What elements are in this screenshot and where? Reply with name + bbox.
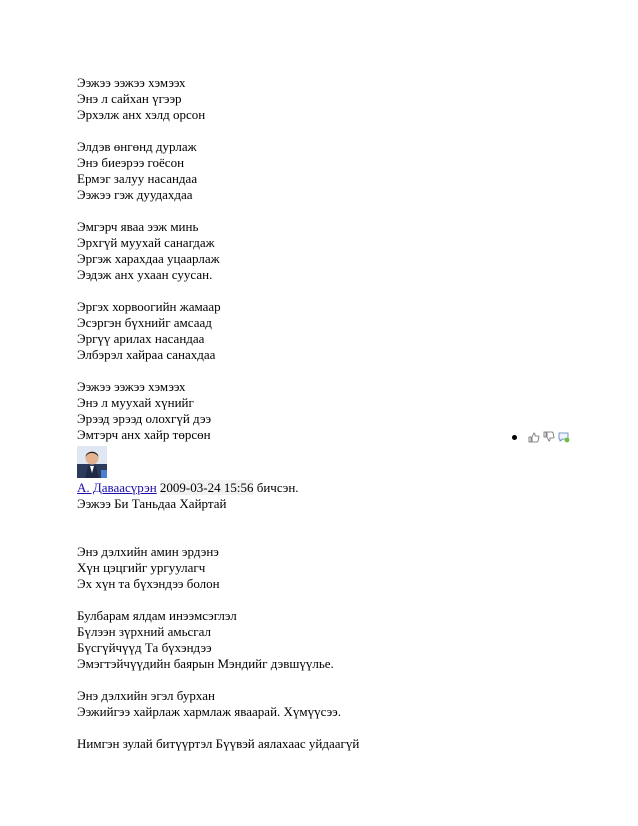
poem-line: Ермэг залуу насандаа [77, 171, 198, 186]
poem-line: Эрээд эрээд олохгүй дээ [77, 411, 212, 426]
comment-date: 2009-03-24 15:56 [159, 480, 254, 495]
poem-line: Эргэх хорвоогийн жамаар [77, 299, 221, 314]
poem [77, 75, 597, 459]
poem-stanza [77, 219, 597, 283]
poem-line: Ээжээ ээжээ хэмээх [77, 75, 186, 90]
poem-line: Эргэж харахдаа уцаарлаж [77, 251, 220, 266]
poem-stanza [77, 299, 597, 363]
poem-line: Эмгэрч яваа ээж минь [77, 219, 199, 234]
bullet-icon [512, 435, 517, 440]
author-link[interactable]: А. Даваасүрэн [77, 480, 157, 495]
thumbs-up-icon[interactable] [528, 431, 540, 443]
comment-line: Булбарам ялдам инээмсэглэл [77, 608, 237, 623]
comment-line: Бүсгүйчүүд Та бүхэндээ [77, 640, 212, 655]
poem-stanza [77, 139, 597, 203]
poem-line: Ээжээ ээжээ хэмээх [77, 379, 186, 394]
poem-stanza [77, 75, 597, 123]
comment-body [77, 544, 597, 752]
poem-line: Энэ л сайхан үгээр [77, 91, 182, 106]
reply-icon[interactable] [558, 431, 570, 443]
comment [77, 446, 597, 768]
comment-line: Хүн цэцгийг ургуулагч [77, 560, 206, 575]
comment-line: Эх хүн та бүхэндээ болон [77, 576, 220, 591]
poem-line: Элбэрэл хайраа санахдаа [77, 347, 216, 362]
comment-line: Ээжийгээ хайрлаж хармлаж яваарай. Хүмүүсээ. [77, 704, 341, 719]
thumbs-down-icon[interactable] [543, 431, 555, 443]
comment-stanza [77, 688, 597, 720]
comment-title: Ээжээ Би Таньдаа Хайртай [77, 496, 227, 511]
comment-meta [77, 480, 597, 496]
poem-line: Энэ л муухай хүнийг [77, 395, 194, 410]
avatar [77, 446, 107, 478]
comment-stanza [77, 544, 597, 592]
comment-suffix: бичсэн. [253, 480, 299, 495]
post-actions [512, 431, 570, 443]
poem-line: Эргүү арилах насандаа [77, 331, 205, 346]
poem-line: Эсэргэн бүхнийг амсаад [77, 315, 212, 330]
comment-stanza [77, 608, 597, 672]
comment-line: Энэ дэлхийн амин эрдэнэ [77, 544, 219, 559]
comment-line: Энэ дэлхийн эгэл бурхан [77, 688, 215, 703]
comment-stanza [77, 736, 597, 752]
poem-line: Эрхгүй муухай санагдаж [77, 235, 215, 250]
poem-line: Ээжээ гэж дуудахдаа [77, 187, 193, 202]
poem-line: Эмтэрч анх хайр төрсөн [77, 427, 211, 442]
comment-line: Нимгэн зулай битүүртэл Бүүвэй аялахаас уйдаагүй [77, 736, 360, 751]
comment-line: Эмэгтэйчүүдийн баярын Мэндийг дэвшүүлье. [77, 656, 334, 671]
poem-line: Эрхэлж анх хэлд орсон [77, 107, 206, 122]
comment-line: Бүлээн зүрхний амьсгал [77, 624, 211, 639]
poem-line: Ээдэж анх ухаан суусан. [77, 267, 213, 282]
poem-line: Элдэв өнгөнд дурлаж [77, 139, 197, 154]
poem-line: Энэ биеэрээ гоёсон [77, 155, 185, 170]
